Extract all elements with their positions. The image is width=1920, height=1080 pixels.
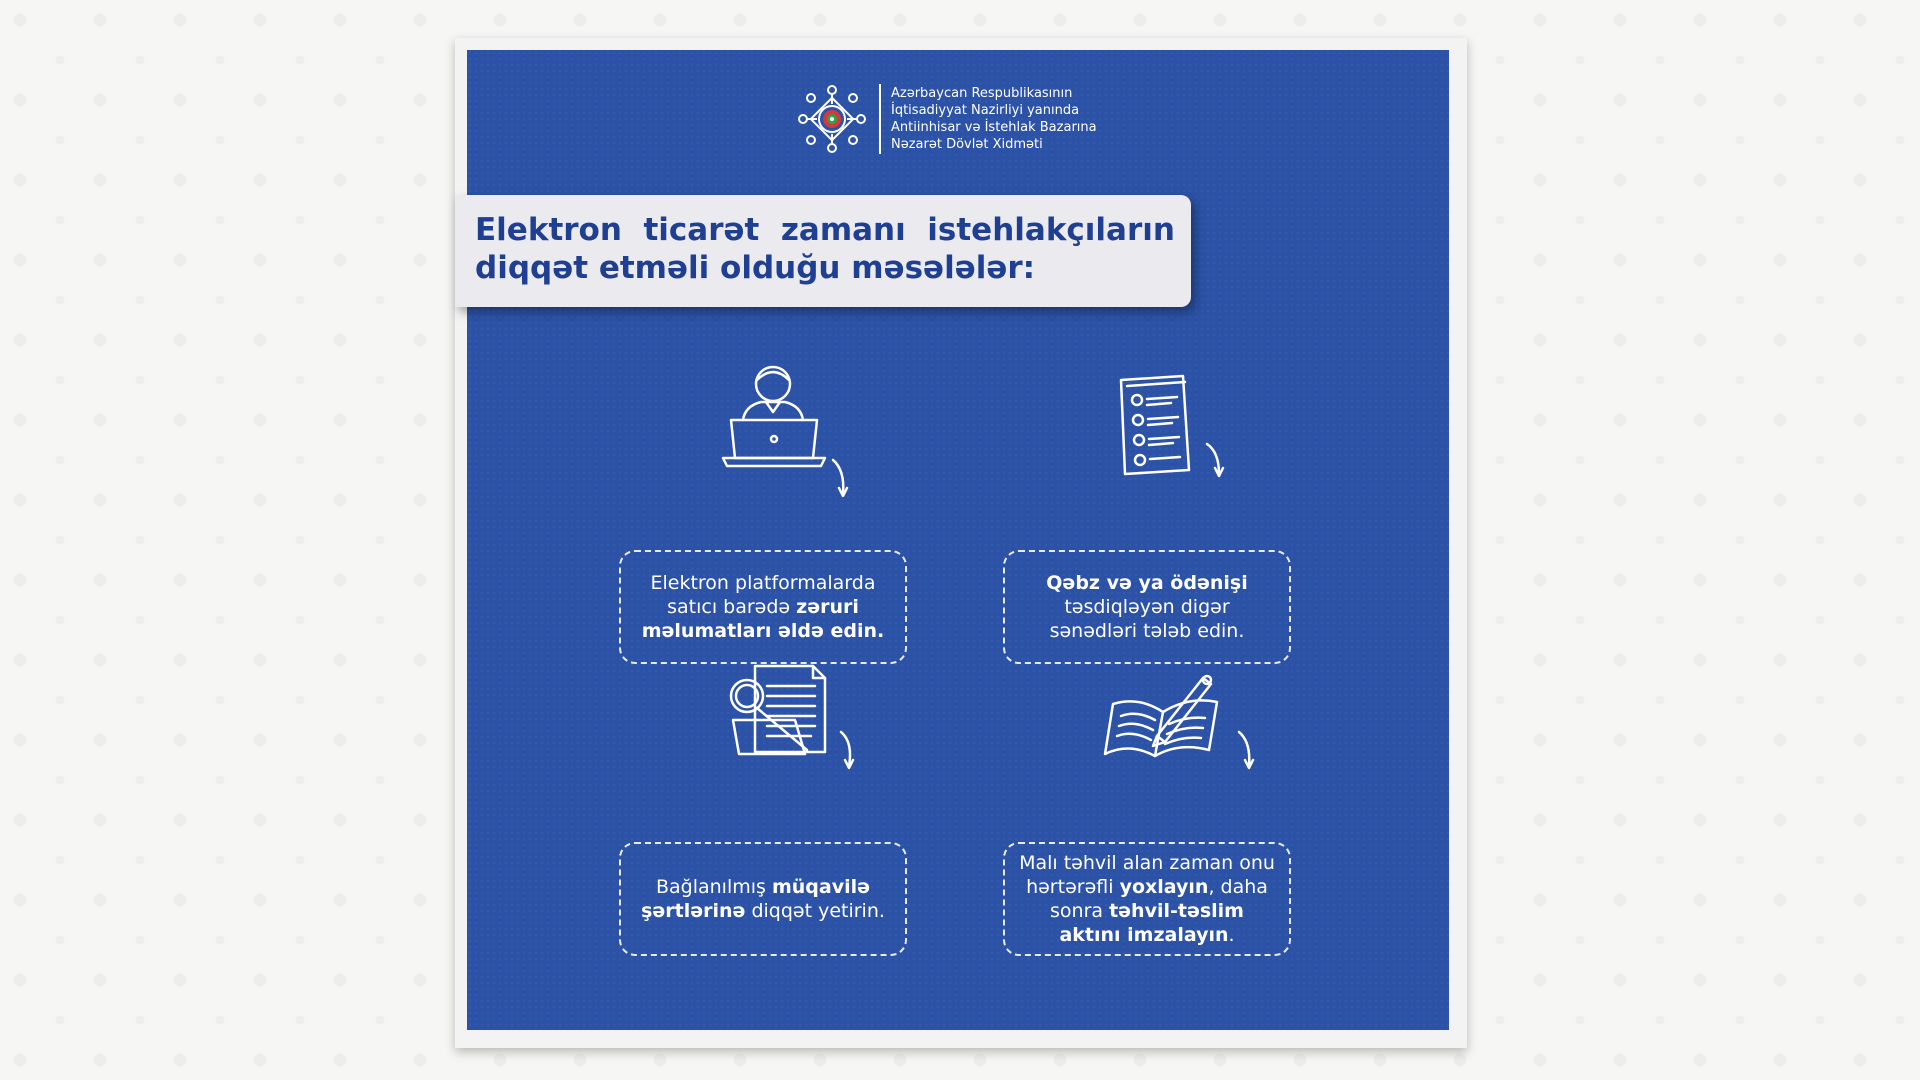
tip-text-bold: müqavilə şərtlərinə	[641, 876, 871, 922]
pen-book-icon	[1099, 672, 1269, 802]
emblem-icon	[797, 84, 867, 154]
tip-text-part: , daha sonra	[1050, 876, 1268, 922]
magnifier-document-icon	[721, 662, 861, 792]
tip-card	[619, 842, 907, 956]
org-line: Nəzarət Dövlət Xidməti	[891, 137, 1043, 152]
tip-text-bold: yoxlayın	[1119, 876, 1209, 898]
tip-text-part: .	[1228, 924, 1235, 946]
poster-panel	[467, 50, 1449, 1030]
poster-frame	[455, 38, 1467, 1048]
org-line: Antiinhisar və İstehlak Bazarına	[891, 120, 1097, 135]
org-name	[891, 85, 1097, 153]
checklist-document-icon	[1113, 372, 1243, 502]
org-line: Azərbaycan Respublikasının	[891, 86, 1073, 101]
title-word: zamanı	[780, 212, 906, 248]
title-word: istehlakçıların	[927, 212, 1175, 248]
title-word: ticarət	[643, 212, 760, 248]
header-divider	[879, 84, 881, 154]
tip-text-part: diqqət yetirin.	[745, 900, 885, 922]
tip-text-bold: zəruri məlumatları əldə edin.	[641, 596, 885, 642]
tip-text	[1019, 851, 1275, 947]
title-box	[455, 195, 1191, 307]
tip-text-part: Bağlanılmış	[655, 876, 772, 898]
tip-text	[635, 875, 891, 923]
org-header	[797, 84, 1097, 154]
tip-text	[1019, 571, 1275, 643]
tip-card	[1003, 550, 1291, 664]
tip-text	[635, 571, 891, 643]
title-line-1	[475, 211, 1175, 249]
tip-text-part: Malı təhvil alan zaman onu hərtərəfli	[1019, 852, 1275, 898]
tip-text-bold: Qəbz və ya ödənişi	[1046, 572, 1248, 594]
tip-card	[619, 550, 907, 664]
org-line: İqtisadiyyat Nazirliyi yanında	[891, 103, 1080, 118]
title-line-2: diqqət etməli olduğu məsələlər:	[475, 250, 1036, 286]
title-word: Elektron	[475, 212, 622, 248]
tip-text-part: təsdiqləyən digər sənədləri tələb edin.	[1049, 596, 1245, 642]
tip-card	[1003, 842, 1291, 956]
person-laptop-icon	[721, 362, 861, 497]
tip-text-bold: təhvil-təslim aktını imzalayın	[1059, 900, 1244, 946]
tip-text-part: Elektron platformalarda satıcı barədə	[650, 572, 876, 618]
